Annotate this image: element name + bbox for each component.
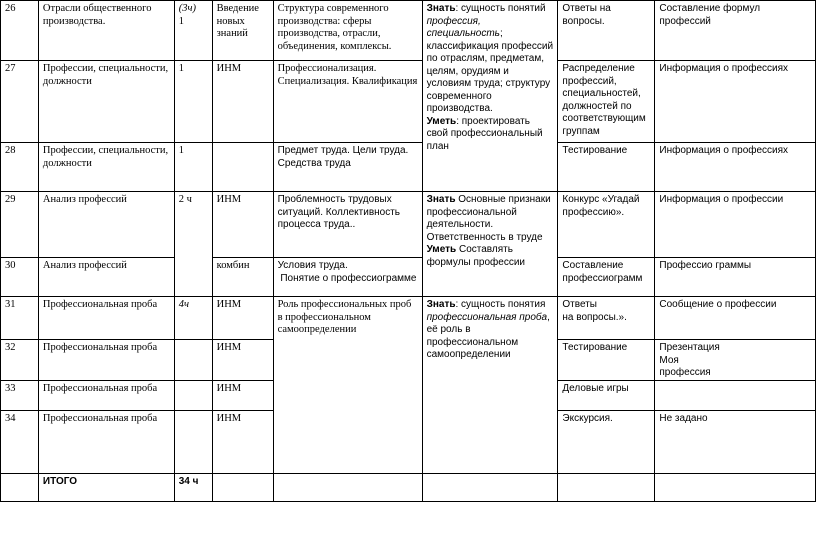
lesson-type: ИНМ	[212, 192, 273, 258]
hours-value: 1	[178, 15, 184, 27]
result-line-3: профессия	[659, 367, 711, 378]
result-line-1: Презентация	[659, 342, 720, 353]
lesson-type: ИНМ	[212, 410, 273, 473]
table-row	[1, 297, 816, 340]
can-label: Уметь	[426, 244, 457, 255]
lesson-hours	[174, 380, 212, 410]
lesson-number: 27	[1, 61, 39, 143]
lesson-number: 29	[1, 192, 39, 258]
lesson-topic: Профессии, специальности, должности	[38, 143, 174, 192]
student-activity: Деловые игры	[558, 380, 655, 410]
know-rest: ; классификация профессий по отраслям, предметам, целям, орудиям и условиям труда; структуру современного производства.	[426, 28, 554, 114]
total-row	[1, 473, 816, 501]
lesson-number: 33	[1, 380, 39, 410]
activity-line-1: Ответы	[562, 299, 597, 310]
lesson-content: Профессионализация. Специализация. Квалификация	[273, 61, 422, 143]
empty-cell	[422, 473, 558, 501]
know-label: Знать	[426, 3, 456, 14]
lesson-hours: 1	[174, 61, 212, 143]
know-terms: профессия, специальность	[426, 15, 500, 39]
lesson-hours	[174, 340, 212, 381]
table-row	[1, 143, 816, 192]
learning-result: Информация о профессиях	[655, 61, 816, 143]
empty-cell	[655, 473, 816, 501]
lesson-number: 30	[1, 258, 39, 297]
lesson-hours: 4ч	[174, 297, 212, 340]
table-row	[1, 61, 816, 143]
result-line-2: Моя	[659, 354, 679, 366]
lesson-number: 28	[1, 143, 39, 192]
lesson-topic: Анализ профессий	[38, 192, 174, 258]
lesson-type	[212, 143, 273, 192]
know-sep: : сущность понятия	[455, 299, 546, 310]
lesson-content: Предмет труда. Цели труда. Средства труда	[273, 143, 422, 192]
lesson-type: ИНМ	[212, 61, 273, 143]
lesson-topic: Отрасли общественного производства.	[38, 1, 174, 61]
know-label: Знать	[426, 194, 456, 205]
student-activity: Экскурсия.	[558, 410, 655, 473]
student-activity: Ответы на вопросы.	[558, 1, 655, 61]
lesson-type: ИНМ	[212, 297, 273, 340]
lesson-topic: Профессиональная проба	[38, 340, 174, 381]
learning-result	[655, 380, 816, 410]
lesson-topic: Профессиональная проба	[38, 297, 174, 340]
learning-result: Профессио граммы	[655, 258, 816, 297]
know-rest: , её роль в профессиональном самоопределении	[426, 311, 550, 360]
learning-result: Информация о профессии	[655, 192, 816, 258]
content-line-2: Понятие о профессиограмме	[277, 272, 417, 284]
lesson-content	[273, 258, 422, 297]
hours-total: (3ч)	[178, 3, 196, 14]
lesson-topic: Профессиональная проба	[38, 410, 174, 473]
student-activity	[558, 297, 655, 340]
empty-cell	[212, 473, 273, 501]
know-term: профессиональная проба	[426, 311, 548, 323]
student-activity: Распределение профессий, специальностей, должностей по соответствующим группам	[558, 61, 655, 143]
lesson-hours: 1	[174, 143, 212, 192]
know-label: Знать	[426, 299, 456, 310]
lesson-topic: Анализ профессий	[38, 258, 174, 297]
can-text: Составлять формулы профессии	[426, 244, 525, 268]
learning-result: Не задано	[655, 410, 816, 473]
lesson-number: 34	[1, 410, 39, 473]
table-row	[1, 192, 816, 258]
total-label: ИТОГО	[38, 473, 174, 501]
lesson-type: Введение новых знаний	[212, 1, 273, 61]
lesson-number: 32	[1, 340, 39, 381]
lesson-number: 26	[1, 1, 39, 61]
learning-result: Информация о профессиях	[655, 143, 816, 192]
lesson-content: Роль профессиональных проб в профессиональном самоопределении	[273, 297, 422, 474]
lesson-type: комбин	[212, 258, 273, 297]
content-line-1: Условия труда.	[277, 260, 348, 271]
lesson-content: Структура современного производства: сферы производства, отрасли, объединения, комплексы.	[273, 1, 422, 61]
student-activity: Тестирование	[558, 340, 655, 381]
know-sep: : сущность понятий	[455, 3, 546, 14]
empty-cell	[558, 473, 655, 501]
lesson-hours	[174, 410, 212, 473]
lesson-content: Проблемность трудовых ситуаций. Коллективность процесса труда..	[273, 192, 422, 258]
lesson-number: 31	[1, 297, 39, 340]
table-row	[1, 258, 816, 297]
learning-result	[655, 340, 816, 381]
empty-cell	[273, 473, 422, 501]
table-row	[1, 1, 816, 61]
total-hours: 34 ч	[174, 473, 212, 501]
lesson-type: ИНМ	[212, 340, 273, 381]
lesson-hours: 2 ч	[174, 192, 212, 297]
learning-result: Составление формул профессий	[655, 1, 816, 61]
learning-result: Сообщение о профессии	[655, 297, 816, 340]
requirements-block-1	[422, 1, 558, 192]
know-text: Основные признаки профессиональной деятельности.	[426, 194, 551, 230]
responsibility-text: Ответственность в труде	[426, 231, 543, 243]
can-label: Уметь	[426, 115, 457, 127]
activity-line-2: на вопросы.».	[562, 311, 627, 323]
can-text: : проектировать свой профессиональный план	[426, 115, 543, 152]
lesson-type: ИНМ	[212, 380, 273, 410]
student-activity: Конкурс «Угадай профессию».	[558, 192, 655, 258]
lesson-hours	[174, 1, 212, 61]
requirements-block-3	[422, 297, 558, 474]
lesson-topic: Профессиональная проба	[38, 380, 174, 410]
student-activity: Тестирование	[558, 143, 655, 192]
lesson-topic: Профессии, специальности, должности	[38, 61, 174, 143]
empty-cell	[1, 473, 39, 501]
requirements-block-2	[422, 192, 558, 297]
student-activity: Составление профессиограмм	[558, 258, 655, 297]
